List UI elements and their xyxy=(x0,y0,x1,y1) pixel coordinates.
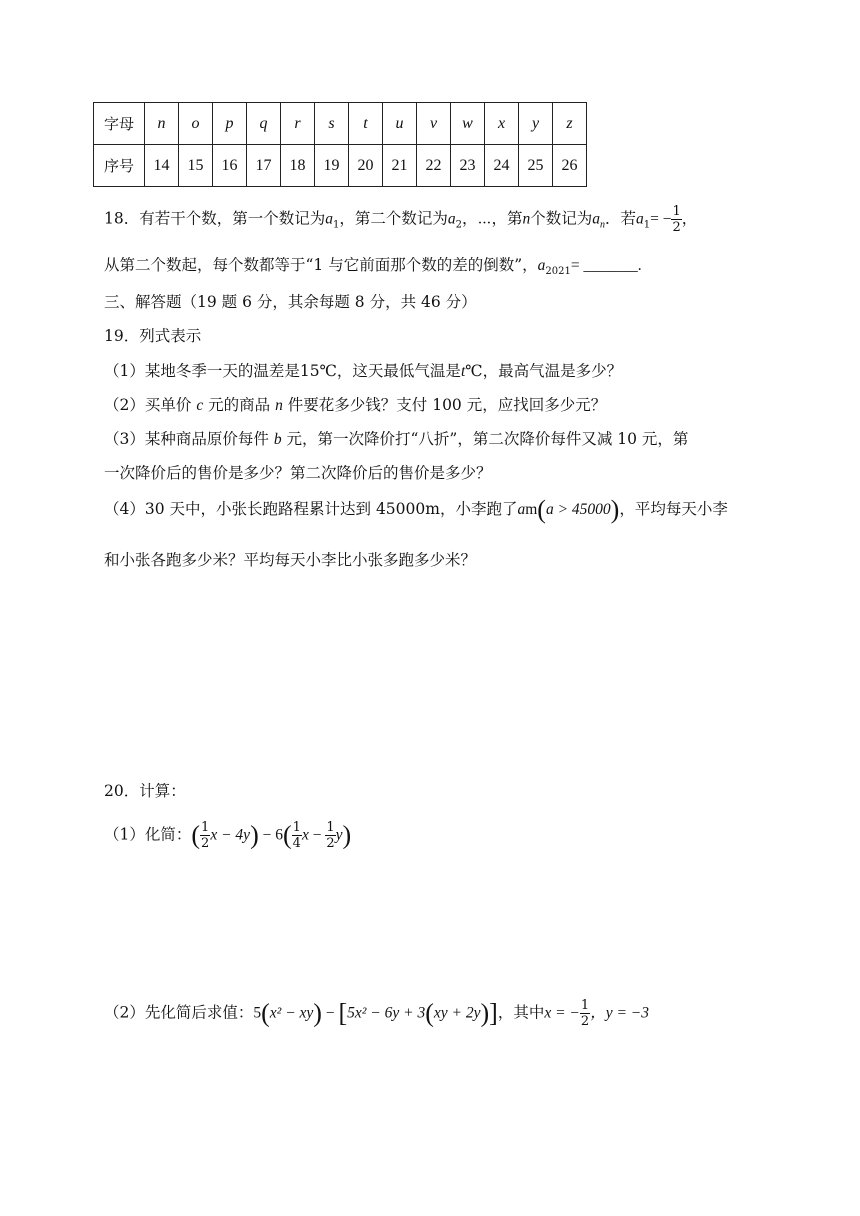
q19-part4: （4）30 天中，小张长跑路程累计达到 45000m，小李跑了am(a > 45000)，平均每天小李 xyxy=(104,495,728,524)
table-cell: o xyxy=(179,103,213,145)
q19-part4-line2: 和小张各跑多少米？平均每天小李比小张多跑多少米？ xyxy=(104,551,477,569)
table-cell: 21 xyxy=(383,145,417,187)
q19-part3-line2: 一次降价后的售价是多少？第二次降价后的售价是多少？ xyxy=(104,464,492,482)
q18-line2: 从第二个数起，每个数都等于“1 与它前面那个数的差的倒数”，$a_{2021}=$ _______. xyxy=(104,256,642,278)
table-cell: r xyxy=(281,103,315,145)
table-cell: u xyxy=(383,103,417,145)
table-cell: 26 xyxy=(553,145,587,187)
q20-part2: （2）先化简后求值：5(x² − xy) − [5x² − 6y + 3(xy + 2y)]，其中x = − $\frac{1}{2}$ ，y = −3 xyxy=(104,998,649,1029)
table-cell: 17 xyxy=(247,145,281,187)
q19-part2: （2）买单价 c 元的商品 n 件要花多少钱？支付 100 元，应找回多少元？ xyxy=(104,396,607,414)
fraction: $\frac{1}{4}$ xyxy=(292,820,301,851)
row-header-numbers: 序号 xyxy=(94,145,145,187)
table-cell: 18 xyxy=(281,145,315,187)
table-cell: 24 xyxy=(485,145,519,187)
letters-row xyxy=(94,103,587,145)
table-cell: p xyxy=(213,103,247,145)
row-header-letters: 字母 xyxy=(94,103,145,145)
q20-title: 20．计算： xyxy=(104,782,186,800)
table-cell: w xyxy=(451,103,485,145)
fraction: $\frac{1}{2}$ xyxy=(672,204,681,235)
table-cell: v xyxy=(417,103,451,145)
table-cell: x xyxy=(485,103,519,145)
table-cell: 16 xyxy=(213,145,247,187)
q19-title: 19．列式表示 xyxy=(104,327,202,345)
table-cell: t xyxy=(349,103,383,145)
q19-part1: （1）某地冬季一天的温差是15℃，这天最低气温是t℃，最高气温是多少？ xyxy=(104,362,623,380)
table-cell: 23 xyxy=(451,145,485,187)
table-cell: 22 xyxy=(417,145,451,187)
table-cell: 20 xyxy=(349,145,383,187)
table-cell: y xyxy=(519,103,553,145)
q18-line1: 18．有若干个数，第一个数记为$a_1$，第二个数记为$a_2$，⋯，第n个数记为$a_n$．若$a_1=$ − $\frac{1}{2}$ ， xyxy=(104,204,698,235)
q19-part3: （3）某种商品原价每件 b 元，第一次降价打“八折”，第二次降价每件又减 10 元，第 xyxy=(104,430,689,448)
table-cell: 25 xyxy=(519,145,553,187)
table-cell: 14 xyxy=(145,145,179,187)
table-cell: s xyxy=(315,103,349,145)
table-cell: 15 xyxy=(179,145,213,187)
table-cell: n xyxy=(145,103,179,145)
fraction: $\frac{1}{2}$ xyxy=(201,820,210,851)
section-heading: 三、解答题（19 题 6 分，其余每题 8 分，共 46 分） xyxy=(104,293,477,311)
fraction: $\frac{1}{2}$ xyxy=(326,820,335,851)
table-cell: z xyxy=(553,103,587,145)
letter-number-table xyxy=(93,102,587,187)
table-cell: q xyxy=(247,103,281,145)
fraction: $\frac{1}{2}$ xyxy=(580,998,590,1029)
q20-part1: （1）化简：( $\frac{1}{2}$ x − 4y) − 6( $\frac{1}{4}$ x − $\frac{1}{2}$ y) xyxy=(104,820,352,851)
table-cell: 19 xyxy=(315,145,349,187)
numbers-row xyxy=(94,145,587,187)
